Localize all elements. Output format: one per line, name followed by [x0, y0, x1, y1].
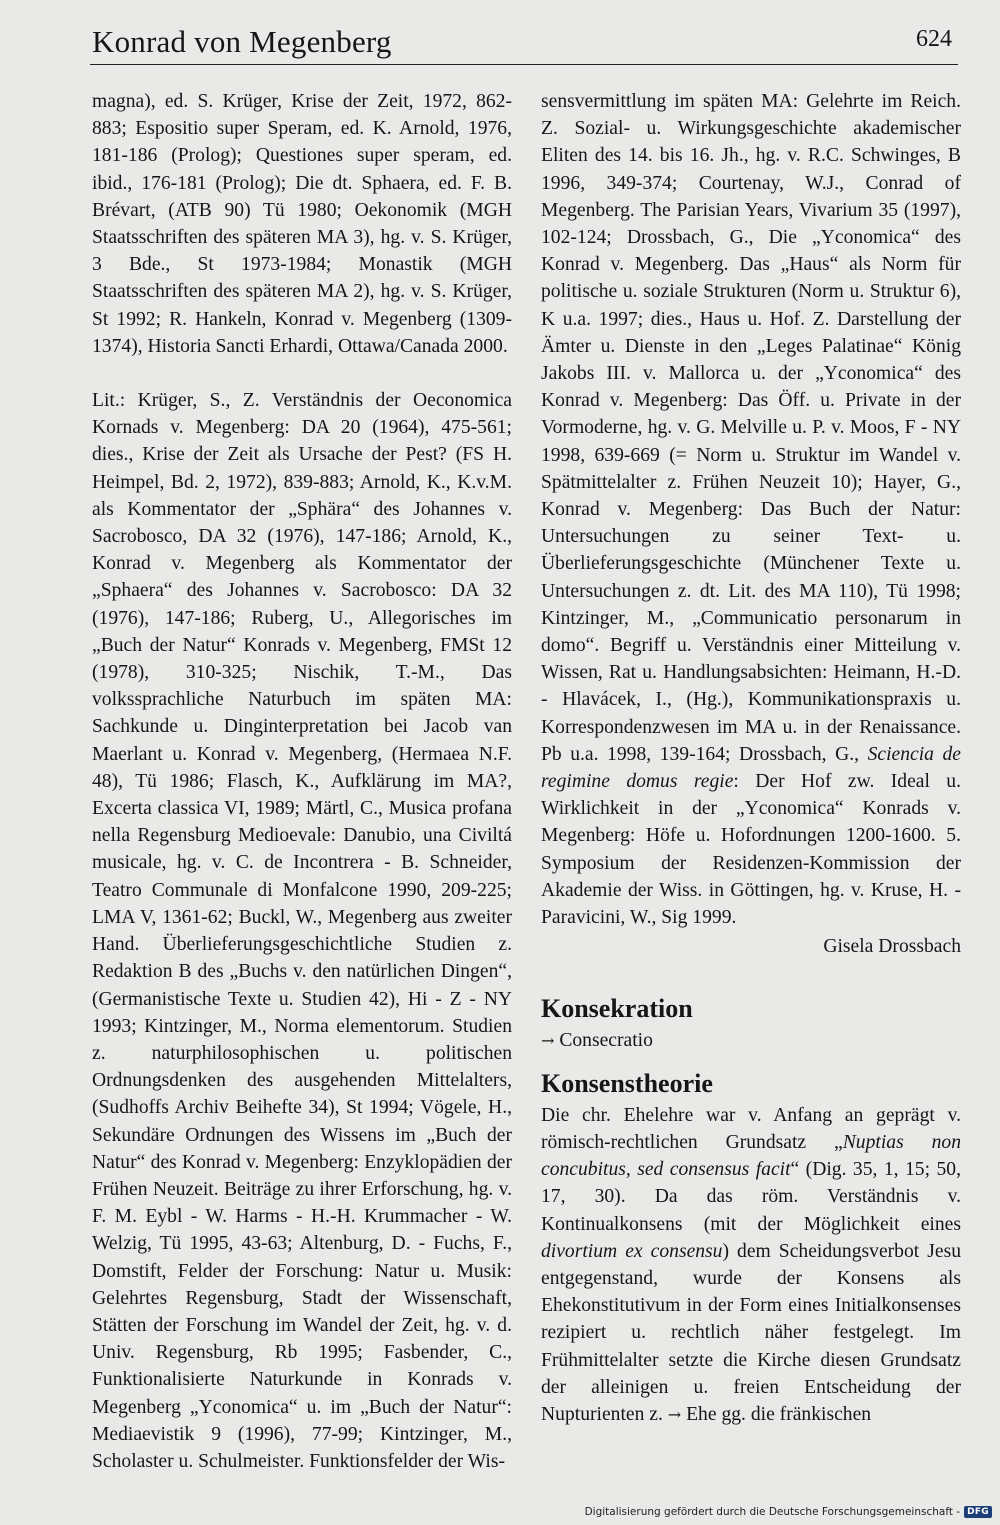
page-number: 624 [916, 26, 952, 52]
entry-text-part-4: Ehe gg. die fränkischen [681, 1403, 872, 1425]
cross-reference-arrow-icon: → [541, 1030, 555, 1050]
entry-text-part-2: “ (Dig. 35, 1, 15; 50, 17, 30). Da das röm. Verständnis v. Kontinualkonsens (mit der Möglichkeit eines [541, 1159, 961, 1235]
entry-arrow-icon: → [667, 1404, 682, 1424]
entry-headword-konsekration: Konsekration [541, 993, 693, 1023]
author-signature: Gisela Drossbach [823, 936, 961, 958]
literature-italic-title: Sciencia de regimine domus regie [541, 743, 962, 793]
cross-reference [541, 1027, 961, 1054]
entry-text-part-1: Die chr. Ehelehre war v. Anfang an geprägt v. römisch-rechtlichen Grundsatz „ [541, 1104, 961, 1153]
dfg-logo: DFG [964, 1506, 992, 1518]
running-title: Konrad von Megenberg [92, 24, 392, 59]
digitization-footer [585, 1506, 992, 1518]
entry-body-paragraph [541, 1102, 961, 1428]
entry-italic-quote: Nuptias non concubitus, sed consensus facit [541, 1131, 961, 1181]
left-column [92, 88, 512, 1475]
entry-headword-konsenstheorie: Konsenstheorie [541, 1068, 713, 1098]
digitization-credit: Digitalisierung gefördert durch die Deutsche Forschungsgemeinschaft - [584, 1506, 961, 1518]
cross-reference-target: Consecratio [559, 1029, 653, 1051]
entry-italic-term: divortium ex consensu [541, 1240, 723, 1262]
literature-text-part-1: sensvermittlung im späten MA: Gelehrte im Reich. Z. Sozial- u. Wirkungsgeschichte akademischer Eliten des 14. bis 16. Jh., hg. v. R.C. Schwinges, B 1996, 349-374; Courtenay, W.J., Conrad of Megenberg. The Parisian Years, Vivarium 35 (1997), 102-124; Drossbach, G., Die „Yconomica“ des Konrad v. Megenberg. Das „Haus“ als Norm für politische u. soziale Strukturen (Norm u. Struktur 6), K u.a. 1997; dies., Haus u. Hof. Z. Darstellung der Ämter u. Dienste in den „Leges Palatinae“ König Jakobs III. v. Mallorca u. der „Yconomica“ des Konrad v. Megenberg: Das Öff. u. Private in der Vormoderne, hg. v. G. Melville u. P. v. Moos, F - NY 1998, 639-669 (= Norm u. Struktur im Wandel v. Spätmittelalter z. Frühen Neuzeit 10); Hayer, G., Konrad v. Megenberg: Das Buch der Natur: Untersuchungen zu seiner Text- u. Überlieferungsgeschichte (Münchener Texte u. Untersuchungen z. dt. Lit. des MA 110), Tü 1998; Kintzinger, M., „Communicatio personarum in domo“. Begriff u. Verständnis einer Mitteilung v. Wissen, Rat u. Handlungsabsichten: Heimann, H.-D. - Hlavácek, I., (Hg.), Kommunikationspraxis u. Korrespondenzwesen im MA u. in der Renaissance. Pb u.a. 1998, 139-164; Drossbach, G., [541, 91, 961, 765]
running-header [92, 20, 962, 64]
editions-paragraph: magna), ed. S. Krüger, Krise der Zeit, 1972, 862-883; Espositio super Speram, ed. K. Arnold, 1976, 181-186 (Prolog); Questiones super speram, ed. ibid., 176-181 (Prolog); Die dt. Sphaera, ed. F. B. Brévart, (ATB 90) Tü 1980; Oekonomik (MGH Staatsschriften des späteren MA 3), hg. v. S. Krüger, 3 Bde., St 1973-1984; Monastik (MGH Staatsschriften des späteren MA 2), hg. v. S. Krüger, St 1992; R. Hankeln, Konrad v. Megenberg (1309-1374), Historia Sancti Erhardi, Ottawa/Canada 2000. [92, 91, 512, 357]
literature-paragraph: Lit.: Krüger, S., Z. Verständnis der Oeconomica Kornads v. Megenberg: DA 20 (1964), 475-561; dies., Krise der Zeit als Ursache der Pest? (FS H. Heimpel, Bd. 2, 1972), 839-883; Arnold, K., K.v.M. als Kommentator der „Sphära“ des Johannes v. Sacrobosco, DA 32 (1976), 147-186; Arnold, K., Konrad v. Megenberg als Kommentator der „Sphaera“ des Johannes v. Sacrobosco: DA 32 (1976), 147-186; Ruberg, U., Allegorisches im „Buch der Natur“ Konrads v. Megenberg, FMSt 12 (1978), 310-325; Nischik, T.-M., Das volkssprachliche Naturbuch im späten MA: Sachkunde u. Dinginterpretation bei Jacob van Maerlant u. Konrad v. Megenberg, (Hermaea N.F. 48), Tü 1986; Flasch, K., Aufklärung im MA?, Excerta classica VI, 1989; Märtl, C., Musica profana nella Regensburg Medioevale: Danubio, una Civiltá musicale, hg. v. C. de Incontrera - B. Schneider, Teatro Communale di Monfalcone 1990, 209-225; LMA V, 1361-62; Buckl, W., Megenberg aus zweiter Hand. Überlieferungsgeschichtliche Studien z. Redaktion B des „Buchs v. den natürlichen Dingen“, (Germanistische Texte u. Studien 42), Hi - Z - NY 1993; Kintzinger, M., Norma elementorum. Studien z. naturphilosophischen u. politischen Ordnungsdenken des ausgehenden Mittelalters, (Sudhoffs Archiv Beihefte 34), St 1994; Vögele, H., Sekundäre Ordnungen des Wissens im „Buch der Natur“ des Konrad v. Megenberg: Enzyklopädien der Frühen Neuzeit. Beiträge zu ihrer Erforschung, hg. v. F. M. Eybl - W. Harms - H.-H. Krummacher - W. Welzig, Tü 1995, 43-63; Altenburg, D. - Fuchs, F., Domstift, Felder der Forschung: Natur u. Musik: Gelehrtes Regensburg, Stadt der Wissenschaft, Stätten der Forschung im Wandel der Zeit, hg. v. d. Univ. Regensburg, Rb 1995; Fasbender, C., Funktionalisierte Naturkunde in Konrads v. Megenberg „Yconomica“ u. im „Buch der Natur“: Mediaevistik 9 (1996), 77-99; Kintzinger, M., Scholaster u. Schulmeister. Funktionsfelder der Wis- [92, 390, 512, 1472]
literature-text-part-2: : Der Hof zw. Ideal u. Wirklichkeit in der „Yconomica“ Konrads v. Megenberg: Höfe u. Hofordnungen 1200-1600. 5. Symposium der Residenzen-Kommission der Akademie der Wiss. in Göttingen, hg. v. Kruse, H. - Paravicini, W., Sig 1999. [541, 771, 962, 929]
entry-text-part-3: ) dem Scheidungsverbot Jesu entgegenstand, wurde der Konsens als Ehekonstitutivum in der Form eines Initialkonsenses rezipiert u. rechtlich näher festgelegt. Im Frühmittelalter setzte die Kirche diesen Grundsatz der alleinigen u. freien Entscheidung der Nupturienten z. [541, 1240, 961, 1425]
literature-continued-paragraph [541, 88, 961, 931]
header-rule [90, 64, 958, 65]
right-column [541, 88, 961, 1428]
